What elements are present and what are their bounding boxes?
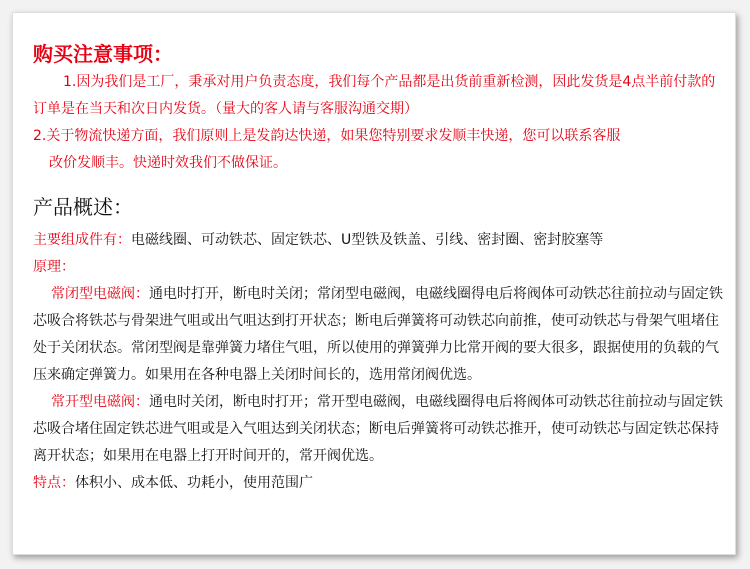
- components-label: 主要组成件有：: [33, 232, 131, 248]
- principle-label: 原理：: [33, 259, 75, 275]
- document-content: [33, 41, 723, 497]
- normally-closed-text: 通电时打开，断电时关闭；常闭型电磁阀，电磁线圈得电后将阀体可动铁芯往前拉动与固定铁芯吸合将铁芯与骨架进气咀或出气咀达到打开状态；断电后弹簧将可动铁芯向前推，使可动铁芯与骨架气咀堵住处于关闭状态。常闭型阀是靠弹簧力堵住气咀，所以使用的弹簧弹力比常开阀的要大很多，跟据使用的负载的气压来确定弹簧力。如果用在各种电器上关闭时间长的，选用常闭阀优选。: [33, 286, 723, 383]
- features-text: 体积小、成本低、功耗小，使用范围广: [75, 475, 313, 491]
- components-line: [33, 227, 723, 254]
- normally-open-label: 常开型电磁阀：: [51, 394, 149, 410]
- overview-title: 产品概述：: [33, 195, 133, 219]
- notice-item-2-cont: 改价发顺丰。快递时效我们不做保证。: [49, 155, 287, 171]
- normally-closed-paragraph: [33, 281, 723, 389]
- notice-title: 购买注意事项：: [33, 42, 173, 66]
- document-card: [12, 12, 736, 555]
- normally-open-paragraph: [33, 389, 723, 470]
- normally-closed-label: 常闭型电磁阀：: [51, 286, 149, 302]
- components-text: 电磁线圈、可动铁芯、固定铁芯、U型铁及铁盖、引线、密封圈、密封胶塞等: [131, 232, 604, 248]
- notice-item-2: 2.关于物流快递方面，我们原则上是发韵达快递，如果您特别要求发顺丰快递，您可以联系客服: [33, 128, 621, 144]
- features-label: 特点：: [33, 475, 75, 491]
- features-line: [33, 470, 723, 497]
- notice-item-1: 1.因为我们是工厂，秉承对用户负责态度，我们每个产品都是出货前重新检测，因此发货是4点半前付款的订单是在当天和次日内发货。（量大的客人请与客服沟通交期）: [33, 74, 716, 117]
- normally-open-text: 通电时关闭，断电时打开；常开型电磁阀，电磁线圈得电后将阀体可动铁芯往前拉动与固定铁芯吸合堵住固定铁芯进气咀或是入气咀达到关闭状态；断电后弹簧将可动铁芯推开，使可动铁芯与固定铁芯保持离开状态；如果用在电器上打开时间开的，常开阀优选。: [33, 394, 723, 464]
